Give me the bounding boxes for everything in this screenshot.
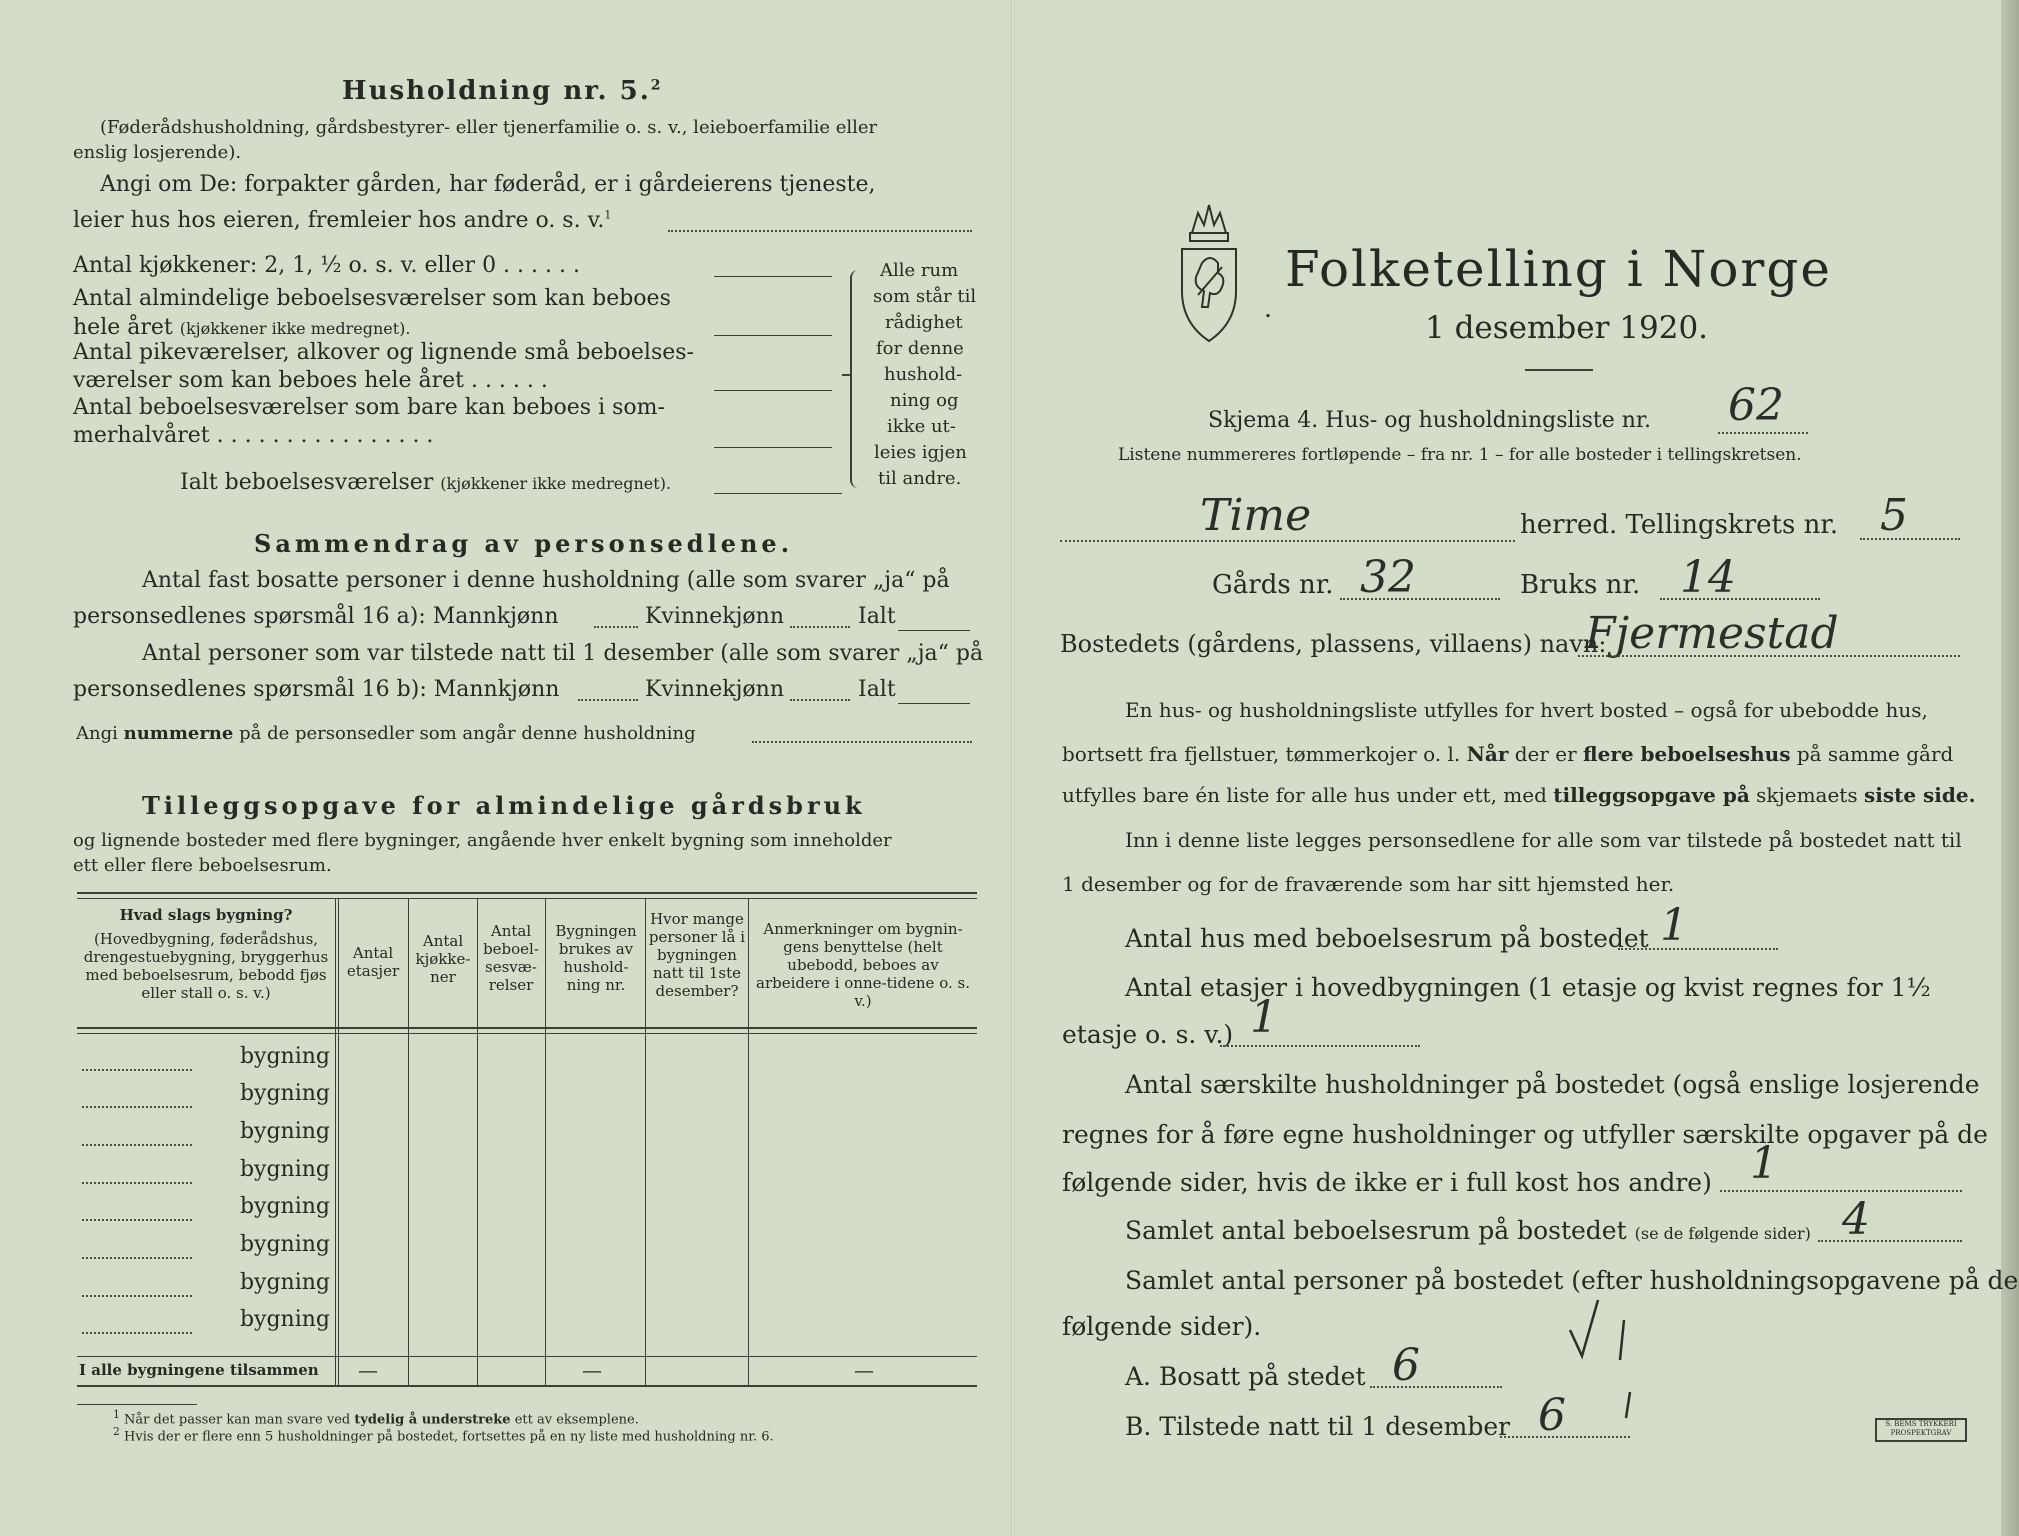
pike-field[interactable] bbox=[714, 390, 832, 391]
printer-stamp: S. BEMS TRYKKERI PROSPEKTGRAV bbox=[1875, 1418, 1967, 1442]
kjokkener-label: Antal kjøkkener: 2, 1, ½ o. s. v. eller 0 . . . . . . bbox=[73, 253, 580, 278]
alm-field[interactable] bbox=[714, 335, 832, 336]
herred-label: herred. Tellingskrets nr. bbox=[1520, 510, 1839, 540]
census-date: 1 desember 1920. bbox=[1425, 310, 1709, 346]
saerskilte-text-2: regnes for å føre egne husholdninger og utfyller særskilte opgaver på de bbox=[1062, 1120, 1988, 1149]
norway-coat-of-arms-icon bbox=[1170, 195, 1248, 343]
tilstede-mann-field[interactable] bbox=[578, 699, 638, 701]
bosatt-value[interactable]: 6 bbox=[1392, 1340, 1420, 1391]
total-dash: — bbox=[854, 1358, 874, 1382]
th-personer: Hvor mange personer lå i bygningen natt til 1ste desember? bbox=[648, 910, 746, 1000]
angi-text-2: leier hus hos eieren, fremleier hos andre o. s. v.$^1$ bbox=[73, 208, 612, 233]
title-dot: . bbox=[1264, 294, 1272, 323]
table-row: bygning bbox=[239, 1270, 330, 1295]
nummerne-text: Angi nummerne på de personsedler som angår denne husholdning bbox=[76, 723, 696, 744]
ialt-label: Ialt beboelsesværelser (kjøkkener ikke medregnet). bbox=[180, 470, 672, 495]
total-dash: — bbox=[358, 1358, 378, 1382]
household-intro-1: (Føderådshusholdning, gårdsbestyrer- eller tjenerfamilie o. s. v., leieboerfamilie eller bbox=[100, 117, 878, 138]
rum-value[interactable]: 4 bbox=[1842, 1194, 1870, 1245]
hus-label: Antal hus med beboelsesrum på bostedet bbox=[1125, 924, 1649, 953]
fast-text-2: personsedlenes spørsmål 16 a): Mannkjønn bbox=[73, 604, 559, 629]
tilstede-text-1: Antal personer som var tilstede natt til 1 desember (alle som svarer „ja“ på bbox=[142, 641, 984, 666]
tilstede-kvinne-label: Kvinnekjønn bbox=[645, 677, 784, 702]
alm-label-2: hele året (kjøkkener ikke medregnet). bbox=[73, 315, 411, 340]
pike-label-2: værelser som kan beboes hele året . . . . . . bbox=[73, 368, 548, 393]
bosted-value[interactable]: Fjermestad bbox=[1585, 608, 1839, 659]
table-row: bygning bbox=[239, 1307, 330, 1332]
sommer-label-2: merhalvåret . . . . . . . . . . . . . . . . bbox=[73, 423, 434, 448]
tilstede-value[interactable]: 6 bbox=[1538, 1390, 1566, 1441]
census-sheet: Husholdning nr. 5.$^2$ (Føderådshusholdning, gårdsbestyrer- eller tjenerfamilie o. s. v., leieboerfamilie eller enslig losjerende). Angi om De: forpakter gården, har føderåd, er i gårdeierens tjeneste, leier hus hos eieren, fremleier hos andre o. s. v.$^1$ Antal kjøkkener: 2, 1, ½ o. s. v. eller 0 . . . . . . Antal almindelige beboelsesværelser som kan beboes hele året (kjøkkener ikke medregnet). Antal pikeværelser, alkover og lignende små beboelses- værelser som kan beboes hele året . . . . . . Antal beboelsesværelser som bare kan beboes i som- merhalvåret . . . . . . . . . . . . . . . . Ialt beboelsesværelser (kjøkkener ikke medregnet). Alle rum som står til rådighet for denne hushold- ning og ikke ut- leies igjen til andre. Sammendrag av personsedlene. Antal fast bosatte personer i denne husholdning (alle som svarer „ja“ på personsedlenes spørsmål 16 a): Mannkjønn Kvinnekjønn Ialt Antal personer som var tilstede natt til 1 desember (alle som svarer „ja“ på personsedlenes spørsmål 16 b): Mannkjønn Kvinnekjønn Ialt Angi nummerne på de personsedler som angår denne husholdning Tilleggsopgave for almindelige gårdsbruk og lignende bosteder med flere bygninger, angående hver enkelt bygning som inneholder ett eller flere beboelsesrum. Hvad slags bygning? (Hovedbygning, føderådshus, drengestuebygning, bryggerhus med beboelsesrum, bebodd fjøs eller stall o. s. v.) Antal etasjer Antal kjøkke-ner Antal beboel-sesvæ-relser Bygningen brukes av hushold-ning nr. Hvor mange personer lå i bygningen natt til 1ste desember? Anmerkninger om bygnin-gens benyttelse (helt ubebodd, beboes av arbeidere i onne-tidene o. s. v.) bygning bygning bygning bygning bygning bygning bygning bygning I alle bygningene tilsammen — — — $^1$ Når det passer kan man svare ved tydelig å understreke ett av eksemplene. $^2$ Hvis der er flere enn 5 husholdninger på bostedet, fortsettes på en ny liste med husholdning nr. 6. Folketelling i Norge . 1 desember 1920. Skjema 4. Hus- og husholdningsliste nr. 62 Listene nummereres fortløpende – fra nr. 1 – for alle bosteder i tellingskretsen. Time herred. Tellingskrets nr. 5 Gårds nr. 32 Bruks nr. 14 Bostedets (gårdens, plassens, villaens) navn: Fjermestad En hus- og husholdningsliste utfylles for hvert bosted – også for ubebodde hus, bortsett fra fjellstuer, tømmerkojer o. l. Når der er flere beboelseshus på samme gård utfylles bare én liste for alle hus under ett, med tilleggsopgave på skjemaets siste side. Inn i denne liste legges personsedlene for alle som var tilstede på bostedet natt til 1 desember og for de fraværende som har sitt hjemsted her. Antal hus med beboelsesrum på bostedet 1 Antal etasjer i hovedbygningen (1 etasje og kvist regnes for 1½ etasje o. s. v.) 1 Antal særskilte husholdninger på bostedet (også enslige losjerende regnes for å føre egne husholdninger og utfyller særskilte opgaver på de følgende sider, hvis de ikke er i full kost hos andre) 1 Samlet antal beboelsesrum på bostedet (se de følgende sider) 4 Samlet antal personer på bostedet (efter husholdningsopgavene på de følgende sider). A. Bosatt på stedet 6 B. Tilstede natt til 1 desember 6 S. BEMS TRYKKERI PROSPEKTGRAV bbox=[0, 0, 2019, 1536]
hus-value[interactable]: 1 bbox=[1660, 900, 1688, 951]
sommer-field[interactable] bbox=[714, 447, 832, 448]
fast-kvinne-label: Kvinnekjønn bbox=[645, 604, 784, 629]
kjokkener-field[interactable] bbox=[714, 276, 832, 277]
table-row: bygning bbox=[239, 1044, 330, 1069]
bruks-value[interactable]: 14 bbox=[1680, 552, 1736, 603]
th-type-sub: (Hovedbygning, føderådshus, drengestuebygning, bryggerhus med beboelsesrum, bebodd fjøs eller stall o. s. v.) bbox=[83, 930, 329, 1002]
skjema-label: Skjema 4. Hus- og husholdningsliste nr. bbox=[1208, 408, 1651, 433]
brace bbox=[850, 270, 862, 488]
th-type: Hvad slags bygning? bbox=[119, 906, 293, 924]
angi-text-1: Angi om De: forpakter gården, har føderåd, er i gårdeierens tjeneste, bbox=[100, 172, 876, 197]
fast-mann-field[interactable] bbox=[594, 626, 638, 628]
household-title: Husholdning nr. 5.$^2$ bbox=[342, 76, 663, 106]
rum-label: Samlet antal beboelsesrum på bostedet (se de følgende sider) bbox=[1125, 1216, 1811, 1245]
etasjer-text-1: Antal etasjer i hovedbygningen (1 etasje og kvist regnes for 1½ bbox=[1125, 973, 1931, 1002]
sammendrag-title: Sammendrag av personsedlene. bbox=[254, 529, 794, 558]
fast-ialt-label: Ialt bbox=[858, 604, 896, 629]
tillegg-intro-2: ett eller flere beboelsesrum. bbox=[73, 855, 332, 876]
bruks-label: Bruks nr. bbox=[1520, 570, 1641, 600]
total-dash: — bbox=[582, 1358, 602, 1382]
footnote-1: $^1$ Når det passer kan man svare ved tydelig å understreke ett av eksemplene. bbox=[113, 1408, 639, 1428]
gards-value[interactable]: 32 bbox=[1360, 552, 1416, 603]
personer-text-1: Samlet antal personer på bostedet (efter husholdningsopgavene på de bbox=[1125, 1266, 2019, 1295]
household-intro-2: enslig losjerende). bbox=[73, 142, 242, 163]
check-marks-icon bbox=[1560, 1300, 1650, 1420]
saerskilte-value[interactable]: 1 bbox=[1750, 1138, 1778, 1189]
tilstede-ialt-label: Ialt bbox=[858, 677, 896, 702]
gards-label: Gårds nr. bbox=[1212, 570, 1334, 600]
nummerne-field[interactable] bbox=[752, 741, 972, 743]
footnote-2: $^2$ Hvis der er flere enn 5 husholdninger på bostedet, fortsettes på en ny liste med husholdning nr. 6. bbox=[113, 1425, 774, 1445]
krets-value[interactable]: 5 bbox=[1880, 490, 1908, 541]
sommer-label-1: Antal beboelsesværelser som bare kan beboes i som- bbox=[73, 395, 665, 420]
th-kjokkener: Antal kjøkke-ner bbox=[415, 932, 471, 986]
tilstede-label: B. Tilstede natt til 1 desember bbox=[1125, 1412, 1511, 1441]
bosted-label: Bostedets (gårdens, plassens, villaens) navn: bbox=[1060, 630, 1607, 658]
saerskilte-text-1: Antal særskilte husholdninger på bostedet (også enslige losjerende bbox=[1125, 1070, 1980, 1099]
tillegg-intro-1: og lignende bosteder med flere bygninger, angående hver enkelt bygning som inneholder bbox=[73, 830, 892, 851]
th-beboelsesvaerelser: Antal beboel-sesvæ-relser bbox=[483, 922, 539, 994]
alm-label-1: Antal almindelige beboelsesværelser som kan beboes bbox=[73, 286, 671, 311]
bosatt-label: A. Bosatt på stedet bbox=[1125, 1362, 1366, 1391]
tilstede-ialt-field[interactable] bbox=[898, 703, 970, 704]
census-title: Folketelling i Norge bbox=[1285, 240, 1832, 298]
table-row: bygning bbox=[239, 1081, 330, 1106]
total-label: I alle bygningene tilsammen bbox=[79, 1361, 319, 1379]
herred-value[interactable]: Time bbox=[1200, 490, 1312, 541]
table-row: bygning bbox=[239, 1119, 330, 1144]
table-row: bygning bbox=[239, 1194, 330, 1219]
fast-text-1: Antal fast bosatte personer i denne husholdning (alle som svarer „ja“ på bbox=[142, 568, 950, 593]
fast-kvinne-field[interactable] bbox=[790, 626, 850, 628]
th-etasjer: Antal etasjer bbox=[346, 944, 400, 980]
saerskilte-text-3: følgende sider, hvis de ikke er i full kost hos andre) bbox=[1062, 1168, 1712, 1197]
page-edge bbox=[2001, 0, 2019, 1536]
table-row: bygning bbox=[239, 1157, 330, 1182]
skjema-nr[interactable]: 62 bbox=[1728, 380, 1784, 431]
center-fold bbox=[1011, 0, 1015, 1536]
personer-text-2: følgende sider). bbox=[1062, 1312, 1262, 1341]
etasjer-text-2: etasje o. s. v.) bbox=[1062, 1020, 1234, 1049]
table-row: bygning bbox=[239, 1232, 330, 1257]
th-husholdning: Bygningen brukes av hushold-ning nr. bbox=[555, 922, 637, 994]
tillegg-title: Tilleggsopgave for almindelige gårdsbruk bbox=[142, 791, 866, 820]
tilstede-text-2: personsedlenes spørsmål 16 b): Mannkjønn bbox=[73, 677, 560, 702]
title-rule bbox=[1525, 369, 1593, 371]
skjema-note: Listene nummereres fortløpende – fra nr. 1 – for alle bosteder i tellingskretsen. bbox=[1118, 445, 1802, 465]
pike-label-1: Antal pikeværelser, alkover og lignende små beboelses- bbox=[73, 340, 694, 365]
th-anmerkninger: Anmerkninger om bygnin-gens benyttelse (helt ubebodd, beboes av arbeidere i onne-tidene o. s. v.) bbox=[756, 920, 970, 1010]
etasjer-value[interactable]: 1 bbox=[1250, 992, 1278, 1043]
ialt-field[interactable] bbox=[714, 493, 842, 494]
fast-ialt-field[interactable] bbox=[898, 630, 970, 631]
tilstede-kvinne-field[interactable] bbox=[790, 699, 850, 701]
